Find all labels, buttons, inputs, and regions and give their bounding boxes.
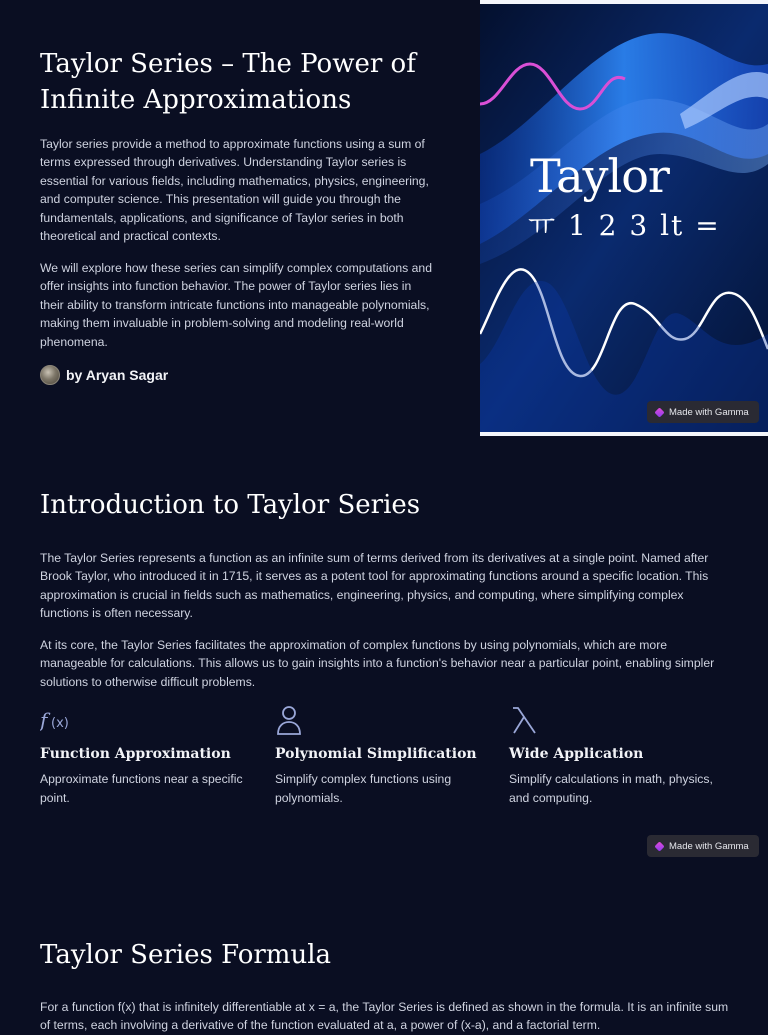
feature-title: Wide Application bbox=[509, 746, 644, 762]
function-icon bbox=[40, 704, 265, 736]
svg-text:f: f bbox=[40, 708, 48, 732]
hero-subtitle: ㅠ 1 2 3 lt = bbox=[528, 209, 721, 242]
feature-description: Approximate functions near a specific point. bbox=[40, 772, 243, 805]
feature-polynomial-simplification bbox=[275, 704, 500, 808]
author-byline bbox=[40, 365, 168, 385]
avatar bbox=[40, 365, 60, 385]
slide2-title: Introduction to Taylor Series bbox=[40, 490, 421, 520]
svg-text:(x): (x) bbox=[51, 716, 69, 731]
slide1-paragraph-1: Taylor series provide a method to approximate functions using a sum of terms expressed through derivatives. Understanding Taylor series is essential for various fields, including mathematics, physics, engineering, and computer science. This presentation will guide you through the fundamentals, applications, and significance of Taylor series in both theoretical and practical contexts. bbox=[40, 137, 429, 244]
feature-title: Polynomial Simplification bbox=[275, 746, 477, 762]
feature-description: Simplify complex functions using polynomials. bbox=[275, 772, 452, 805]
slide1-title: Taylor Series – The Power of Infinite Approximations bbox=[40, 49, 416, 115]
badge-label: Made with Gamma bbox=[669, 840, 749, 852]
made-with-gamma-badge[interactable] bbox=[647, 835, 759, 857]
hero-image bbox=[480, 4, 768, 436]
feature-description: Simplify calculations in math, physics, and computing. bbox=[509, 772, 713, 805]
author-name: by Aryan Sagar bbox=[66, 367, 169, 383]
feature-wide-application bbox=[509, 704, 734, 808]
lambda-icon bbox=[509, 704, 734, 736]
gamma-logo-icon bbox=[654, 841, 664, 851]
gamma-logo-icon bbox=[654, 407, 664, 417]
person-icon bbox=[275, 704, 500, 736]
slide2-paragraph-1: The Taylor Series represents a function as an infinite sum of terms derived from its derivatives at a single point. Named after Brook Taylor, who introduced it in 1715, it serves as a potent tool for approximating functions around a specific location. This approximation is crucial in fields such as mathematics, engineering, physics, and computing, where simplifying complex functions is often necessary. bbox=[40, 551, 709, 621]
feature-function-approximation bbox=[40, 704, 265, 808]
hero-title: Taylor bbox=[530, 149, 669, 203]
slide3-title: Taylor Series Formula bbox=[40, 940, 332, 970]
feature-title: Function Approximation bbox=[40, 746, 231, 762]
slide2-paragraph-2: At its core, the Taylor Series facilitates the approximation of complex functions by using polynomials, which are more manageable for calculations. This allows us to gain insights into a function's behavior near a particular point, enabling simpler solutions to otherwise difficult problems. bbox=[40, 638, 715, 689]
slide3-paragraph-1: For a function f(x) that is infinitely differentiable at x = a, the Taylor Series is defined as shown in the formula. It is an infinite sum of terms, each involving a derivative of the function evaluated at a, a power of (x-a), and a factorial term. bbox=[40, 1000, 729, 1033]
made-with-gamma-badge[interactable] bbox=[647, 401, 759, 423]
badge-label: Made with Gamma bbox=[669, 406, 749, 418]
slide1-paragraph-2: We will explore how these series can simplify complex computations and offer insights into function behavior. The power of Taylor series lies in their ability to transform intricate functions into manageable polynomials, making them invaluable in problem-solving and modeling real-world phenomena. bbox=[40, 261, 432, 349]
